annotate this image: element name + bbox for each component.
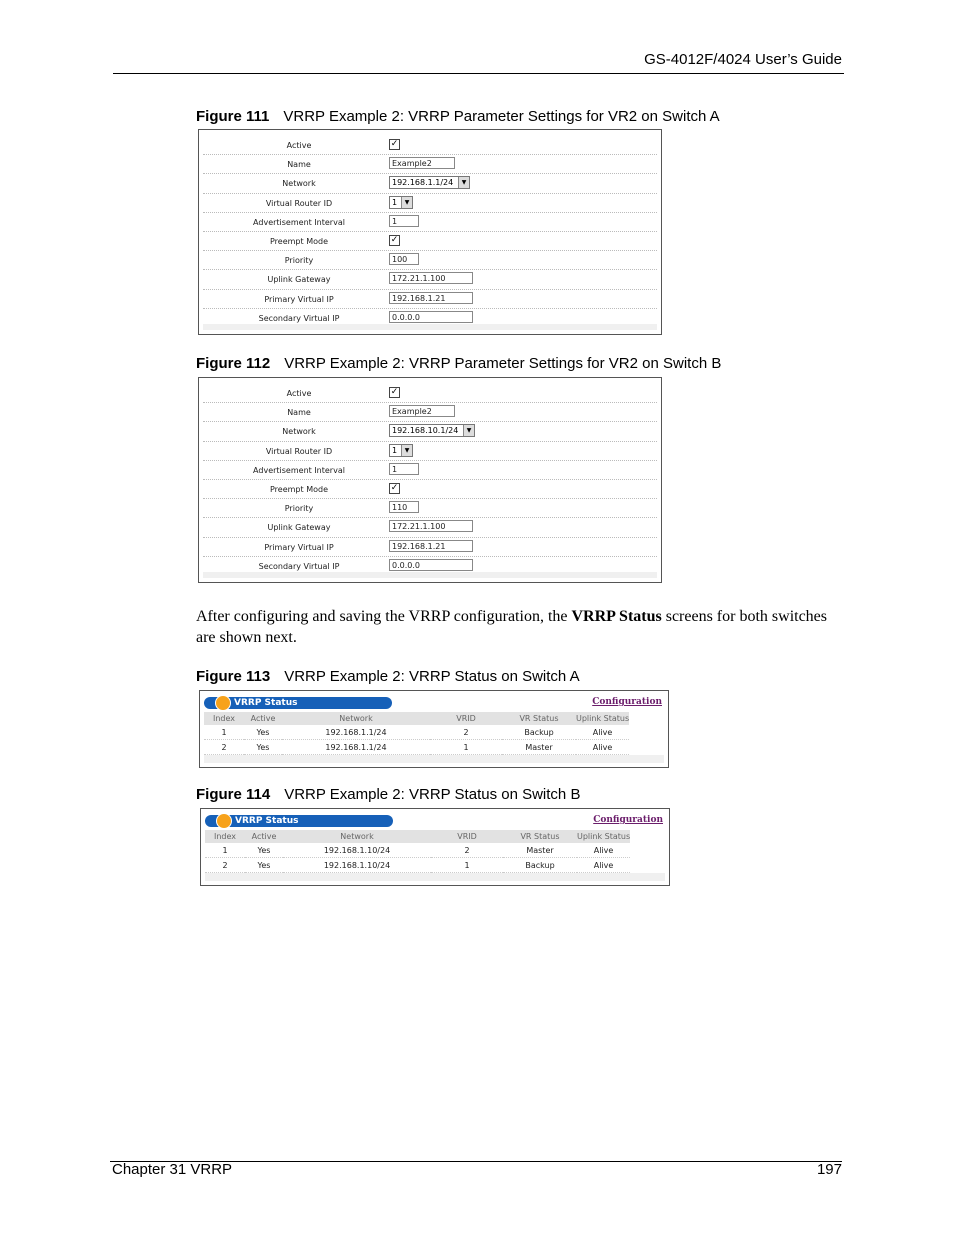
param-row-active (203, 136, 657, 155)
param-label: Priority (284, 504, 314, 514)
active-checkbox[interactable]: ✓ (390, 139, 399, 149)
column-header: VR Status (502, 712, 576, 725)
table-cell: 2 (204, 740, 244, 755)
param-row-network (203, 174, 657, 193)
param-label: Network (282, 179, 316, 189)
column-header: Network (282, 712, 430, 725)
network-select[interactable] (389, 176, 470, 189)
footer-chapter: Chapter 31 VRRP (112, 1161, 233, 1178)
table-row (205, 858, 630, 873)
figure-number: Figure 114 (196, 786, 271, 803)
panel-footer-strip (203, 324, 657, 330)
adv-interval-input[interactable]: 1 (389, 215, 419, 227)
param-label: Active (286, 389, 312, 398)
configuration-link[interactable]: Configuration (592, 697, 662, 707)
secondary-virtual-ip-input[interactable]: 0.0.0.0 (389, 559, 473, 571)
figure-number: Figure 113 (196, 668, 271, 685)
param-row-adv-interval (203, 461, 657, 480)
paragraph-bold: VRRP Status (571, 608, 662, 625)
chevron-down-icon[interactable]: ▼ (401, 445, 412, 456)
param-row-vrid (203, 194, 657, 213)
status-title-bar (205, 815, 393, 827)
preempt-checkbox[interactable]: ✓ (390, 234, 399, 245)
param-label: Name (287, 408, 311, 418)
chevron-down-icon[interactable]: ▼ (458, 177, 469, 188)
table-cell: 2 (431, 843, 503, 858)
vrid-select[interactable] (389, 444, 413, 457)
status-orb-icon (215, 695, 231, 711)
column-header: VRID (430, 712, 502, 725)
column-header: Uplink Status (577, 832, 631, 841)
param-label: Secondary Virtual IP (258, 313, 340, 323)
configuration-link[interactable]: Configuration (593, 815, 663, 825)
figure-112-caption (196, 355, 721, 372)
uplink-gateway-input[interactable]: 172.21.1.100 (389, 272, 473, 284)
param-label: Name (287, 160, 311, 170)
status-table (205, 830, 630, 873)
param-label: Primary Virtual IP (264, 542, 334, 552)
figure-number: Figure 112 (196, 355, 271, 372)
switch-a-status-panel (199, 690, 669, 768)
param-label: Virtual Router ID (265, 198, 333, 208)
vrid-select-value: 1 (392, 197, 398, 207)
column-header: Index (205, 830, 245, 843)
primary-virtual-ip-input[interactable]: 192.168.1.21 (389, 540, 473, 552)
chevron-down-icon[interactable]: ▼ (463, 425, 474, 436)
table-cell: 1 (204, 725, 244, 740)
table-cell: 192.168.1.1/24 (282, 725, 430, 740)
column-header: VRID (431, 830, 503, 843)
switch-a-parameter-panel (198, 129, 662, 335)
table-header-row (204, 712, 629, 725)
table-cell: 2 (205, 858, 245, 873)
column-header: Active (244, 712, 282, 725)
param-row-priority (203, 499, 657, 518)
priority-input[interactable]: 100 (389, 253, 419, 265)
table-cell: 192.168.1.1/24 (282, 740, 430, 755)
status-title-bar (204, 697, 392, 709)
guide-title: GS-4012F/4024 User’s Guide (644, 51, 842, 68)
param-label: Preempt Mode (270, 236, 328, 246)
paragraph-text: screens for both switches are shown next. (196, 608, 828, 646)
param-label: Uplink Gateway (267, 523, 331, 533)
param-row-preempt (203, 480, 657, 499)
uplink-gateway-input[interactable]: 172.21.1.100 (389, 520, 473, 532)
param-label: Priority (284, 256, 314, 266)
param-row-name (203, 155, 657, 174)
priority-input[interactable]: 110 (389, 501, 419, 513)
vrid-select-value: 1 (392, 445, 398, 455)
figure-caption-text: VRRP Example 2: VRRP Parameter Settings for VR2 on Switch A (283, 108, 720, 125)
primary-virtual-ip-input[interactable]: 192.168.1.21 (389, 292, 473, 304)
name-input[interactable]: Example2 (389, 157, 455, 169)
figure-number: Figure 111 (196, 108, 270, 125)
network-select[interactable] (389, 424, 475, 437)
column-header: Network (283, 830, 431, 843)
panel-footer-strip (204, 755, 664, 763)
param-label: Virtual Router ID (265, 446, 333, 456)
param-label: Secondary Virtual IP (258, 561, 340, 571)
table-header-row (205, 830, 630, 843)
name-input[interactable]: Example2 (389, 405, 455, 417)
body-paragraph (196, 606, 836, 648)
footer-page-number: 197 (816, 1161, 842, 1178)
network-select-value: 192.168.1.1/24 (392, 178, 454, 188)
active-checkbox[interactable]: ✓ (390, 387, 399, 397)
table-cell: Alive (576, 725, 629, 740)
param-row-preempt (203, 232, 657, 251)
param-row-network (203, 422, 657, 441)
table-cell: 1 (205, 843, 245, 858)
table-cell: Master (503, 843, 577, 858)
status-title: VRRP Status (234, 698, 298, 708)
status-title: VRRP Status (235, 816, 299, 826)
param-label: Primary Virtual IP (264, 294, 334, 304)
param-row-name (203, 403, 657, 422)
table-cell: Alive (577, 843, 630, 858)
table-cell: Backup (502, 725, 576, 740)
header-rule (113, 73, 844, 74)
chevron-down-icon[interactable]: ▼ (401, 197, 412, 208)
table-cell: 192.168.1.10/24 (283, 843, 431, 858)
figure-caption-text: VRRP Example 2: VRRP Parameter Settings for VR2 on Switch B (284, 355, 722, 372)
adv-interval-input[interactable]: 1 (389, 463, 419, 475)
param-label: Uplink Gateway (267, 275, 331, 285)
network-select-value: 192.168.10.1/24 (392, 426, 459, 436)
table-cell: 1 (431, 858, 503, 873)
panel-footer-strip (203, 572, 657, 578)
paragraph-text: After configuring and saving the VRRP configuration, the (196, 608, 572, 625)
figure-111-caption (196, 108, 720, 125)
figure-caption-text: VRRP Example 2: VRRP Status on Switch B (284, 786, 581, 803)
param-label: Active (286, 141, 312, 150)
param-label: Network (282, 427, 316, 437)
param-row-priority (203, 251, 657, 270)
param-row-adv-interval (203, 213, 657, 232)
status-orb-icon (216, 813, 232, 829)
secondary-virtual-ip-input[interactable]: 0.0.0.0 (389, 311, 473, 323)
table-cell: Yes (245, 843, 283, 858)
param-label: Preempt Mode (270, 484, 328, 494)
param-row-primary (203, 290, 657, 309)
param-row-vrid (203, 442, 657, 461)
param-label: Advertisement Interval (253, 465, 345, 475)
table-cell: Backup (503, 858, 577, 873)
table-cell: 2 (430, 725, 502, 740)
table-cell: Master (502, 740, 576, 755)
preempt-checkbox[interactable]: ✓ (390, 482, 399, 493)
switch-b-parameter-panel (198, 377, 662, 583)
figure-caption-text: VRRP Example 2: VRRP Status on Switch A (284, 668, 580, 685)
table-cell: Yes (245, 858, 283, 873)
table-cell: Yes (244, 740, 282, 755)
figure-114-caption (196, 786, 580, 803)
table-row (204, 740, 629, 755)
param-row-primary (203, 538, 657, 557)
figure-113-caption (196, 668, 580, 685)
table-cell: Yes (244, 725, 282, 740)
table-row (205, 843, 630, 858)
column-header: VR Status (503, 830, 577, 843)
table-row (204, 725, 629, 740)
param-row-uplink (203, 270, 657, 289)
table-cell: 192.168.1.10/24 (283, 858, 431, 873)
column-header: Uplink Status (576, 714, 630, 723)
param-row-uplink (203, 518, 657, 537)
column-header: Active (245, 830, 283, 843)
table-cell: Alive (576, 740, 629, 755)
vrid-select[interactable] (389, 196, 413, 209)
param-row-active (203, 384, 657, 403)
switch-b-status-panel (200, 808, 670, 886)
status-table (204, 712, 629, 755)
param-label: Advertisement Interval (253, 217, 345, 227)
panel-footer-strip (205, 873, 665, 881)
column-header: Index (204, 712, 244, 725)
table-cell: 1 (430, 740, 502, 755)
table-cell: Alive (577, 858, 630, 873)
